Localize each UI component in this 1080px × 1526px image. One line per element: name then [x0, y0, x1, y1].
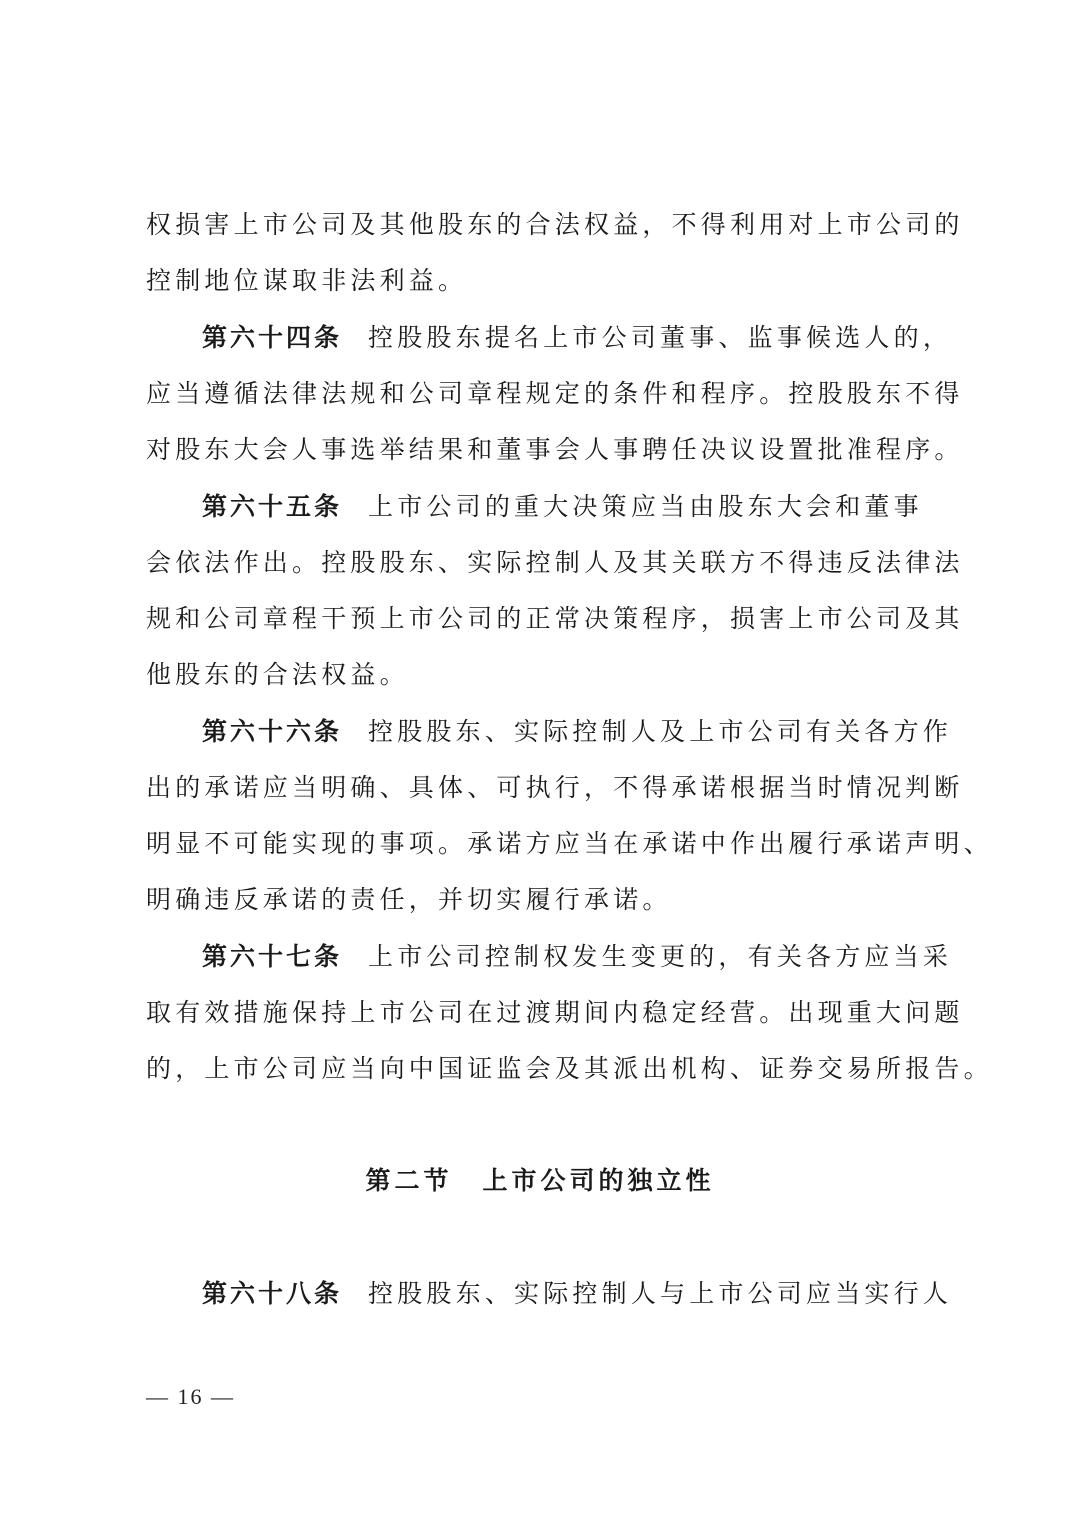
article-64-text: 控股股东提名上市公司董事、监事候选人的，	[368, 323, 953, 352]
article-65-title: 第六十五条	[202, 492, 343, 521]
article-67-title: 第六十七条	[202, 942, 343, 971]
article-65-line: 规和公司章程干预上市公司的正常决策程序，损害上市公司及其	[146, 604, 964, 633]
article-66-text: 控股股东、实际控制人及上市公司有关各方作	[368, 717, 953, 746]
article-68-first-line	[202, 1278, 953, 1310]
section-title: 上市公司的独立性	[482, 1166, 715, 1195]
paragraph-continuation-line: 控制地位谋取非法利益。	[146, 266, 468, 295]
section-number: 第二节	[365, 1166, 453, 1195]
paragraph-continuation-line: 权损害上市公司及其他股东的合法权益，不得利用对上市公司的	[146, 210, 964, 239]
article-66-first-line	[202, 716, 953, 748]
article-66-line: 明显不可能实现的事项。承诺方应当在承诺中作出履行承诺声明、	[146, 829, 993, 858]
article-65-line: 他股东的合法权益。	[146, 660, 409, 689]
article-67-line: 取有效措施保持上市公司在过渡期间内稳定经营。出现重大问题	[146, 998, 964, 1027]
article-65-first-line	[202, 491, 942, 523]
article-65-line: 会依法作出。控股股东、实际控制人及其关联方不得违反法律法	[146, 548, 964, 577]
article-64-line: 对股东大会人事选举结果和董事会人事聘任决议设置批准程序。	[146, 435, 964, 464]
article-66-line: 出的承诺应当明确、具体、可执行，不得承诺根据当时情况判断	[146, 773, 964, 802]
article-66-title: 第六十六条	[202, 717, 343, 746]
article-65-text: 上市公司的重大决策应当由股东大会和董事	[368, 492, 923, 521]
article-64-line: 应当遵循法律法规和公司章程规定的条件和程序。控股股东不得	[146, 379, 964, 408]
article-67-first-line	[202, 941, 953, 973]
article-64-first-line	[202, 322, 953, 354]
article-68-title: 第六十八条	[202, 1279, 343, 1308]
article-68-text: 控股股东、实际控制人与上市公司应当实行人	[368, 1279, 953, 1308]
article-67-text: 上市公司控制权发生变更的，有关各方应当采	[368, 942, 953, 971]
article-66-line: 明确违反承诺的责任，并切实履行承诺。	[146, 885, 672, 914]
section-heading	[0, 1165, 1080, 1197]
article-67-line: 的，上市公司应当向中国证监会及其派出机构、证券交易所报告。	[146, 1054, 993, 1083]
article-64-title: 第六十四条	[202, 323, 343, 352]
page-number: — 16 —	[146, 1384, 235, 1409]
